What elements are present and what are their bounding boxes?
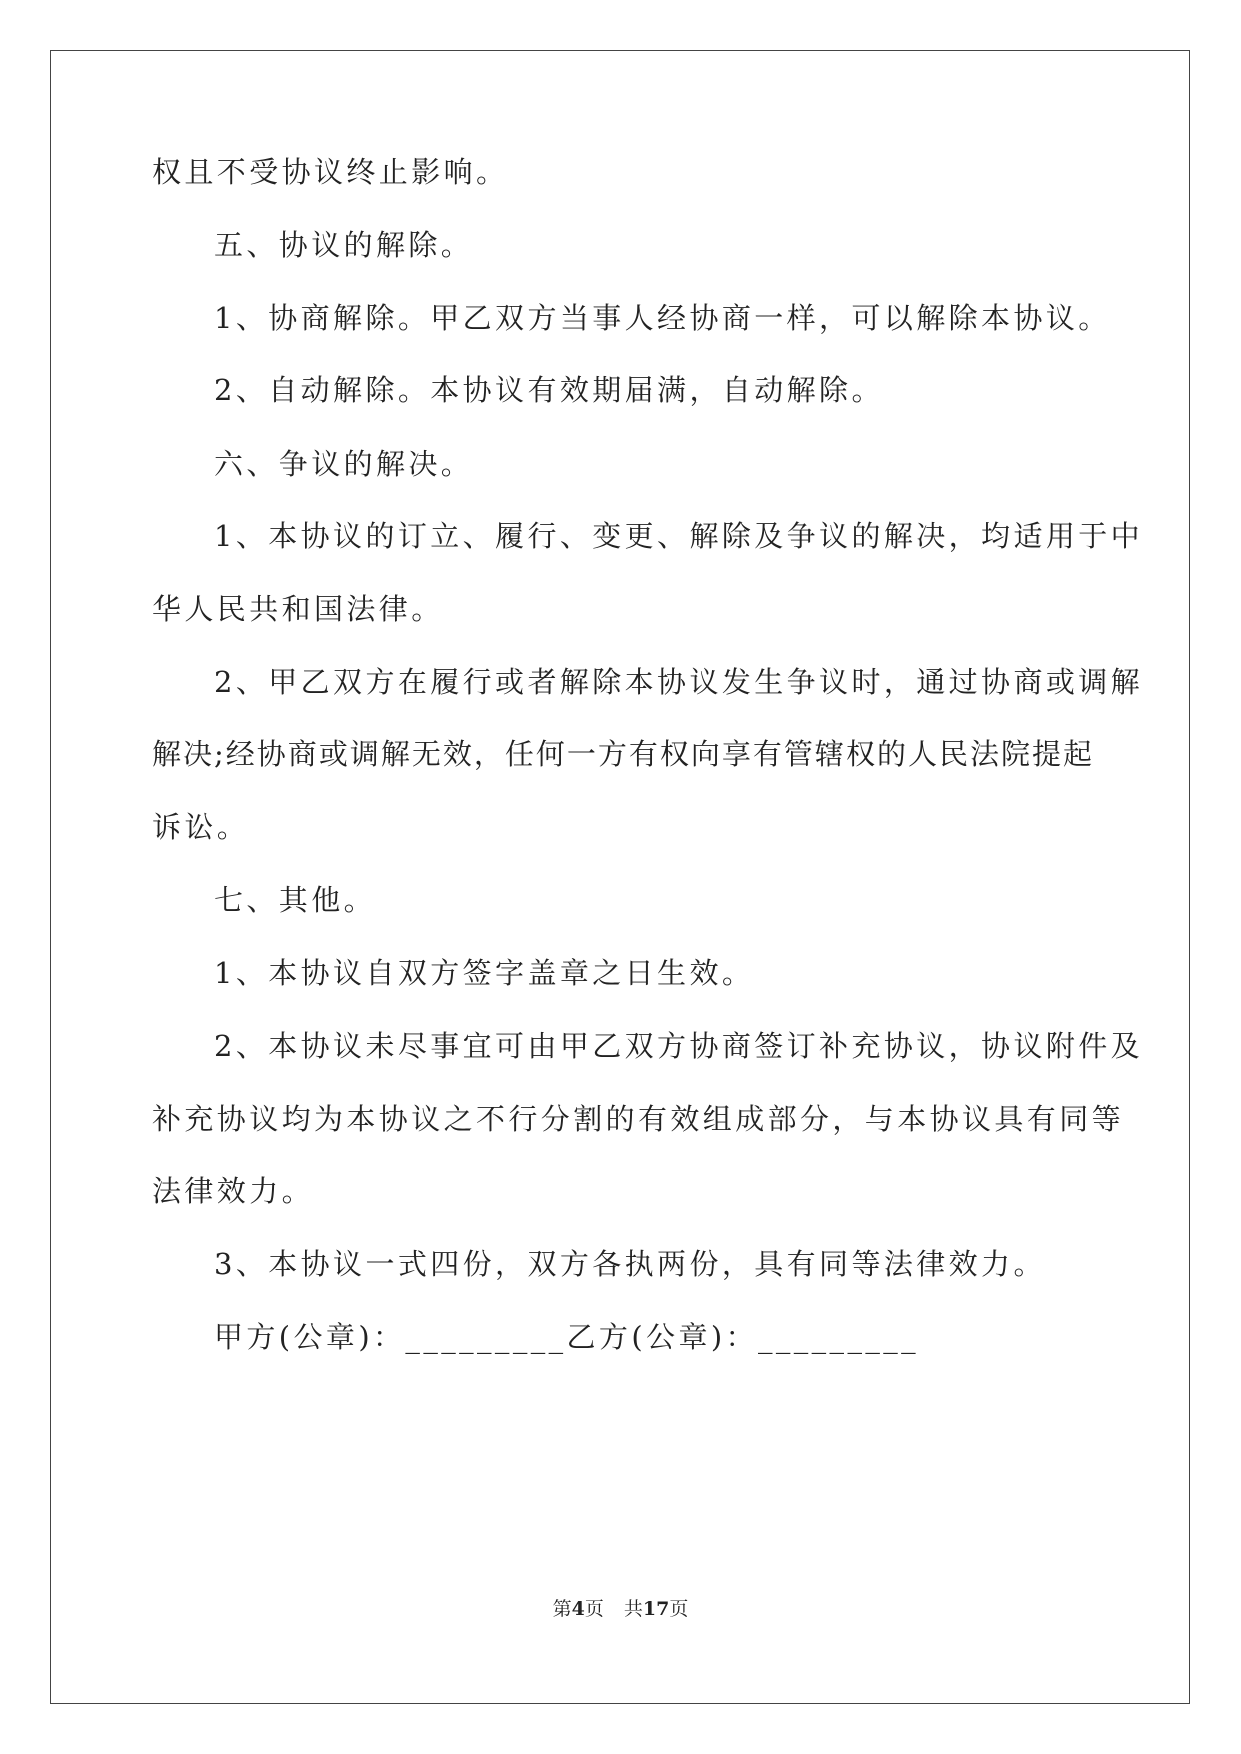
total-prefix: 共 [623, 1598, 643, 1620]
paragraph-line: 1、协商解除。甲乙双方当事人经协商一样，可以解除本协议。 [214, 301, 1111, 335]
total-suffix: 页 [669, 1598, 689, 1620]
paragraph-line: 2、自动解除。本协议有效期届满，自动解除。 [214, 373, 884, 407]
page-total: 17 [642, 1598, 670, 1620]
paragraph-line: 3、本协议一式四份，双方各执两份，具有同等法律效力。 [214, 1247, 1046, 1281]
paragraph-line: 法律效力。 [152, 1174, 315, 1208]
paragraph-line: 解决;经协商或调解无效，任何一方有权向享有管辖权的人民法院提起 [152, 737, 1092, 771]
signature-line: 甲方(公章)：_________乙方(公章)：_________ [214, 1320, 920, 1354]
paragraph-line: 补充协议均为本协议之不行分割的有效组成部分，与本协议具有同等 [152, 1102, 1125, 1136]
paragraph-line: 2、甲乙双方在履行或者解除本协议发生争议时，通过协商或调解 [214, 665, 1144, 699]
page-current: 4 [571, 1598, 585, 1620]
paragraph-line: 诉讼。 [152, 810, 250, 844]
section-heading-six: 六、争议的解决。 [214, 447, 474, 481]
paragraph-line: 权且不受协议终止影响。 [152, 155, 509, 189]
paragraph-line: 1、本协议的订立、履行、变更、解除及争议的解决，均适用于中 [214, 519, 1144, 553]
paragraph-line: 1、本协议自双方签字盖章之日生效。 [214, 956, 755, 990]
section-heading-seven: 七、其他。 [214, 883, 377, 917]
paragraph-line: 华人民共和国法律。 [152, 592, 444, 626]
paragraph-line: 2、本协议未尽事宜可由甲乙双方协商签订补充协议，协议附件及 [214, 1029, 1144, 1063]
page-prefix: 第 [552, 1598, 572, 1620]
page-suffix: 页 [584, 1598, 604, 1620]
page-footer [0, 1596, 1241, 1622]
section-heading-five: 五、协议的解除。 [214, 228, 474, 262]
